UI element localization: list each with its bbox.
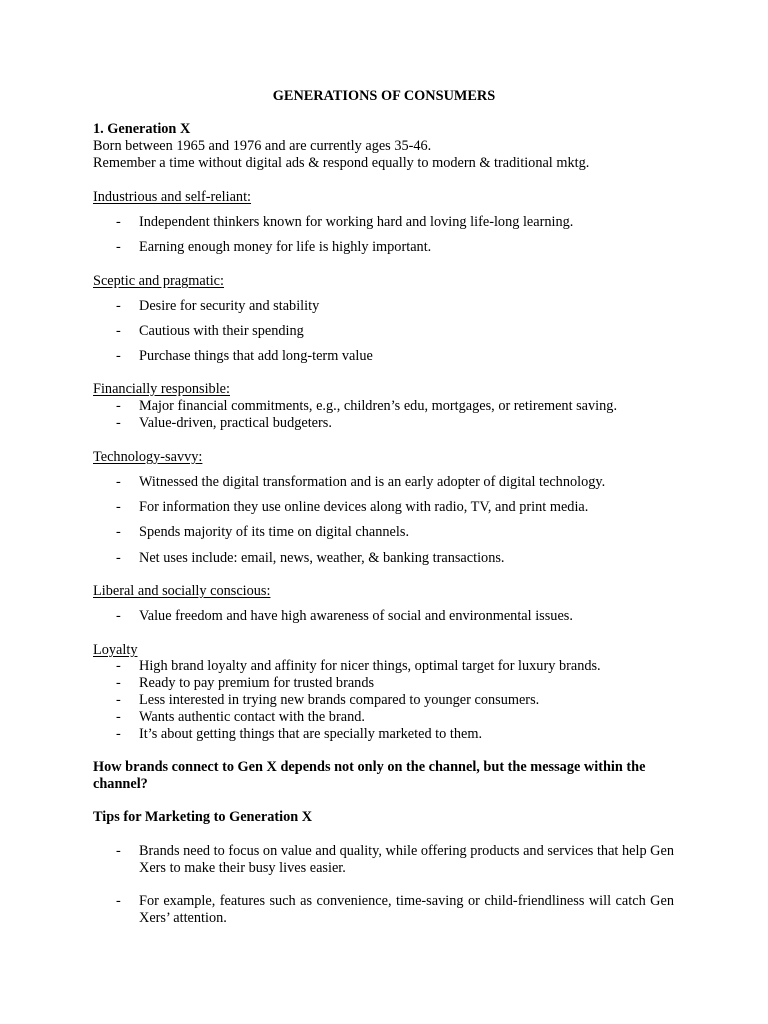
intro-line: Born between 1965 and 1976 and are currently ages 35-46. xyxy=(93,138,432,154)
list-item-text: Desire for security and stability xyxy=(139,298,320,314)
bullet-marker: - xyxy=(116,499,121,515)
section-heading: Sceptic and pragmatic: xyxy=(93,273,225,289)
bullet-marker: - xyxy=(116,524,121,540)
list-item-text: Spends majority of its time on digital channels. xyxy=(139,524,410,540)
bullet-marker: - xyxy=(116,726,121,742)
bullet-marker: - xyxy=(116,239,121,255)
bullet-marker: - xyxy=(116,675,121,691)
list-item-text: Earning enough money for life is highly important. xyxy=(139,239,432,255)
list-item-text: Net uses include: email, news, weather, & banking transactions. xyxy=(139,550,505,566)
bullet-marker: - xyxy=(116,214,121,230)
section-heading: Technology-savvy: xyxy=(93,449,203,465)
list-item-text: Purchase things that add long-term value xyxy=(139,348,373,364)
tip-text: Brands need to focus on value and quality, while offering products and services that help Gen Xers to make their busy lives easier. xyxy=(139,843,674,876)
tips-heading: Tips for Marketing to Generation X xyxy=(93,809,313,825)
list-item-text: Ready to pay premium for trusted brands xyxy=(139,675,375,691)
tip-text: For example, features such as convenience, time-saving or child-friendliness will catch Gen Xers’ attention. xyxy=(139,893,674,926)
section-heading: Liberal and socially conscious: xyxy=(93,583,271,599)
list-item-text: Wants authentic contact with the brand. xyxy=(139,709,365,725)
section-heading: Financially responsible: xyxy=(93,381,230,397)
bullet-marker: - xyxy=(116,323,121,339)
list-item-text: Witnessed the digital transformation and is an early adopter of digital technology. xyxy=(139,474,606,490)
bullet-marker: - xyxy=(116,692,121,708)
bullet-marker: - xyxy=(116,474,121,490)
list-item-text: High brand loyalty and affinity for nicer things, optimal target for luxury brands. xyxy=(139,658,601,674)
section-heading: Industrious and self-reliant: xyxy=(93,189,252,205)
bullet-marker: - xyxy=(116,398,121,414)
question-paragraph: How brands connect to Gen X depends not only on the channel, but the message within the channel? xyxy=(93,759,646,792)
bullet-marker: - xyxy=(116,893,121,909)
bullet-marker: - xyxy=(116,415,121,431)
list-item-text: Less interested in trying new brands compared to younger consumers. xyxy=(139,692,540,708)
document-title: GENERATIONS OF CONSUMERS xyxy=(272,88,496,104)
list-item-text: Cautious with their spending xyxy=(139,323,304,339)
bullet-marker: - xyxy=(116,348,121,364)
bullet-marker: - xyxy=(116,298,121,314)
bullet-marker: - xyxy=(116,550,121,566)
generation-heading: 1. Generation X xyxy=(93,121,191,137)
list-item-text: Major financial commitments, e.g., children’s edu, mortgages, or retirement saving. xyxy=(139,398,618,414)
section-heading: Loyalty xyxy=(93,642,138,658)
list-item-text: It’s about getting things that are specially marketed to them. xyxy=(139,726,483,742)
intro-line: Remember a time without digital ads & respond equally to modern & traditional mktg. xyxy=(93,155,590,171)
list-item-text: Value freedom and have high awareness of social and environmental issues. xyxy=(139,608,573,624)
list-item-text: Value-driven, practical budgeters. xyxy=(139,415,332,431)
bullet-marker: - xyxy=(116,843,121,859)
bullet-marker: - xyxy=(116,658,121,674)
bullet-marker: - xyxy=(116,608,121,624)
list-item-text: For information they use online devices along with radio, TV, and print media. xyxy=(139,499,589,515)
list-item-text: Independent thinkers known for working hard and loving life-long learning. xyxy=(139,214,574,230)
bullet-marker: - xyxy=(116,709,121,725)
